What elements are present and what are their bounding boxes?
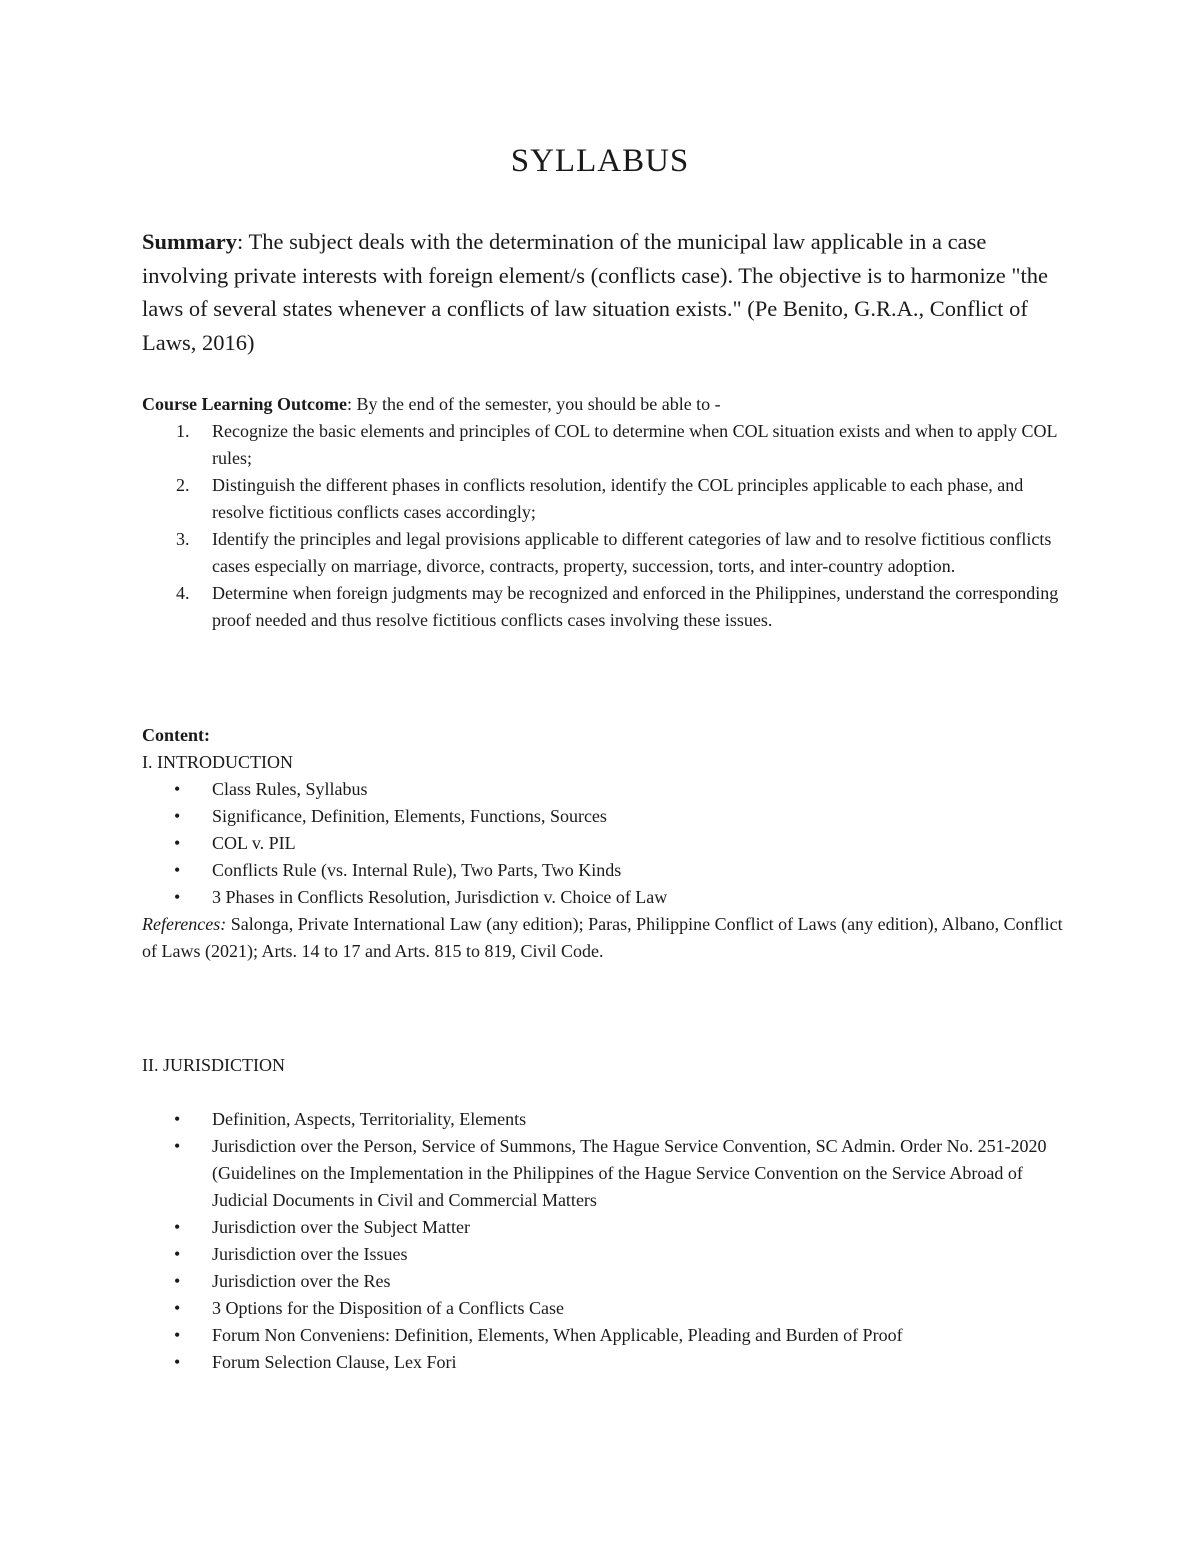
bullet-icon: • xyxy=(174,1325,181,1345)
list-item xyxy=(142,857,1072,884)
list-item-text: Forum Selection Clause, Lex Fori xyxy=(212,1352,457,1372)
list-item xyxy=(142,803,1072,830)
list-item-number: 4. xyxy=(176,583,190,603)
list-item-text: Significance, Definition, Elements, Functions, Sources xyxy=(212,806,607,826)
list-item-text: Jurisdiction over the Issues xyxy=(212,1244,408,1264)
bullet-icon: • xyxy=(174,806,181,826)
list-item xyxy=(142,472,1072,526)
list-item-text: Determine when foreign judgments may be recognized and enforced in the Philippines, understand the corresponding proof needed and thus resolve fictitious conflicts cases involving these issues. xyxy=(212,583,1059,630)
list-item-text: Identify the principles and legal provisions applicable to different categories of law and to resolve fictitious conflicts cases especially on marriage, divorce, contracts, property, succession, torts, and inter-country adoption. xyxy=(212,529,1052,576)
summary-label: Summary xyxy=(142,229,237,254)
content-section xyxy=(142,722,1072,965)
list-item-number: 3. xyxy=(176,529,190,549)
learning-outcome-intro-text: : By the end of the semester, you should be able to - xyxy=(346,394,721,414)
list-item xyxy=(142,884,1072,911)
bullet-icon: • xyxy=(174,1298,181,1318)
list-item xyxy=(142,580,1072,634)
learning-outcome-list xyxy=(142,418,1072,634)
list-item-text: Definition, Aspects, Territoriality, Elements xyxy=(212,1109,527,1129)
jurisdiction-list xyxy=(142,1106,1072,1376)
bullet-icon: • xyxy=(174,1217,181,1237)
list-item-text: Distinguish the different phases in conflicts resolution, identify the COL principles applicable to each phase, and resolve fictitious conflicts cases accordingly; xyxy=(212,475,1024,522)
bullet-icon: • xyxy=(174,1271,181,1291)
bullet-icon: • xyxy=(174,1244,181,1264)
summary-text: : The subject deals with the determination of the municipal law applicable in a case involving private interests with foreign element/s (conflicts case). The objective is to harmonize "the laws of several states whenever a conflicts of law situation exists." (Pe Benito, G.R.A., Conflict of Laws, 2016) xyxy=(142,229,1048,355)
bullet-icon: • xyxy=(174,1136,181,1156)
list-item-text: 3 Options for the Disposition of a Conflicts Case xyxy=(212,1298,564,1318)
list-item-text: Recognize the basic elements and principles of COL to determine when COL situation exists and when to apply COL rules; xyxy=(212,421,1057,468)
list-item-text: Jurisdiction over the Subject Matter xyxy=(212,1217,470,1237)
jurisdiction-section xyxy=(142,1052,1072,1376)
bullet-icon: • xyxy=(174,1352,181,1372)
document-title: SYLLABUS xyxy=(510,143,690,179)
list-item-number: 1. xyxy=(176,421,190,441)
list-item xyxy=(142,1241,1072,1268)
list-item xyxy=(142,1322,1072,1349)
list-item xyxy=(142,418,1072,472)
list-item-text: Forum Non Conveniens: Definition, Elements, When Applicable, Pleading and Burden of Proof xyxy=(212,1325,903,1345)
references-text: Salonga, Private International Law (any edition); Paras, Philippine Conflict of Laws (any edition), Albano, Conflict of Laws (2021); Arts. 14 to 17 and Arts. 815 to 819, Civil Code. xyxy=(142,914,1063,961)
list-item xyxy=(142,830,1072,857)
list-item xyxy=(142,526,1072,580)
learning-outcome-intro xyxy=(142,391,1072,418)
list-item xyxy=(142,1106,1072,1133)
list-item xyxy=(142,1214,1072,1241)
list-item-text: Conflicts Rule (vs. Internal Rule), Two Parts, Two Kinds xyxy=(212,860,622,880)
references-paragraph xyxy=(142,911,1072,965)
spacer xyxy=(142,1079,1072,1106)
section-heading-introduction: I. INTRODUCTION xyxy=(142,752,293,772)
learning-outcome-label: Course Learning Outcome xyxy=(142,394,347,414)
list-item-text: COL v. PIL xyxy=(212,833,296,853)
bullet-icon: • xyxy=(174,1109,181,1129)
list-item-text: 3 Phases in Conflicts Resolution, Jurisdiction v. Choice of Law xyxy=(212,887,668,907)
list-item xyxy=(142,1268,1072,1295)
bullet-icon: • xyxy=(174,779,181,799)
learning-outcome-section xyxy=(142,391,1072,634)
summary-paragraph xyxy=(142,225,1062,359)
bullet-icon: • xyxy=(174,833,181,853)
content-label: Content: xyxy=(142,725,210,745)
list-item-number: 2. xyxy=(176,475,190,495)
list-item xyxy=(142,1349,1072,1376)
list-item xyxy=(142,1295,1072,1322)
bullet-icon: • xyxy=(174,860,181,880)
section-heading-jurisdiction: II. JURISDICTION xyxy=(142,1055,285,1075)
list-item-text: Class Rules, Syllabus xyxy=(212,779,368,799)
bullet-icon: • xyxy=(174,887,181,907)
list-item xyxy=(142,776,1072,803)
introduction-list xyxy=(142,776,1072,911)
list-item-text: Jurisdiction over the Person, Service of Summons, The Hague Service Convention, SC Admin. Order No. 251-2020 (Guidelines on the Implementation in the Philippines of the Hague Service Convention on the Service Abroad of Judicial Documents in Civil and Commercial Matters xyxy=(212,1136,1047,1210)
references-label: References: xyxy=(142,914,227,934)
list-item-text: Jurisdiction over the Res xyxy=(212,1271,391,1291)
list-item xyxy=(142,1133,1072,1214)
